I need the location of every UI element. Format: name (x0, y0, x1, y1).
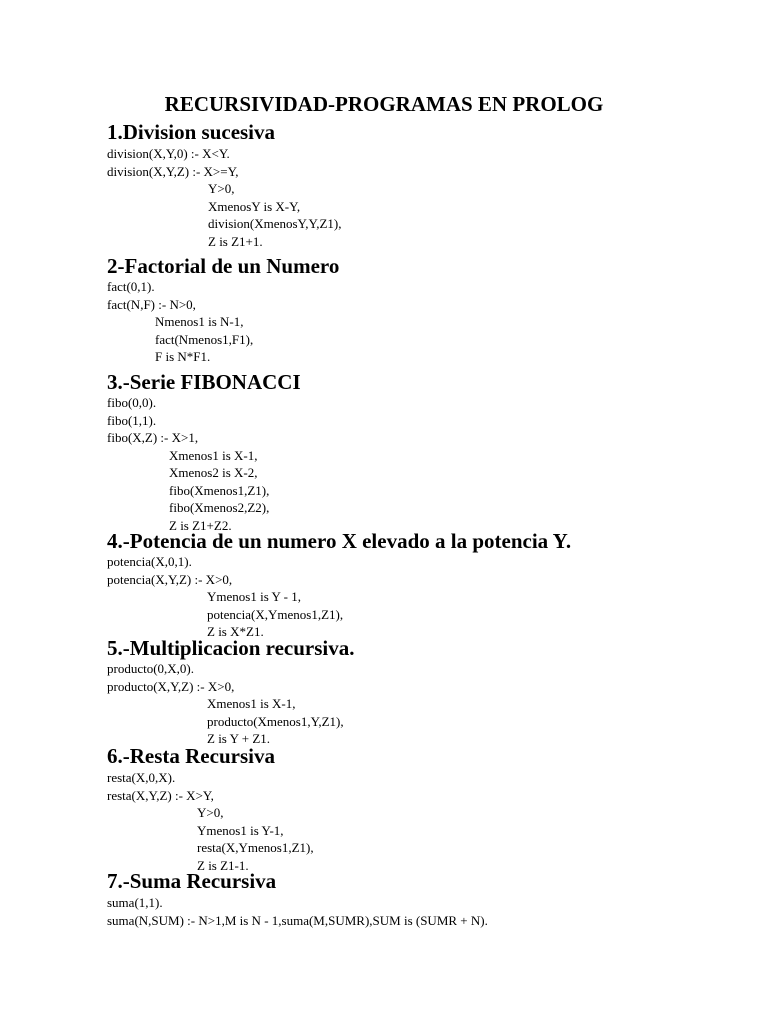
code-line: Z is Z1-1. (197, 857, 249, 873)
code-line: fact(N,F) :- N>0, (107, 296, 196, 312)
code-line: Ymenos1 is Y - 1, (207, 589, 302, 604)
section-5-heading: 5.-Multiplicacion recursiva. (107, 636, 355, 660)
code-line: Xmenos1 is X-1, (207, 696, 296, 711)
code-line: producto(X,Y,Z) :- X>0, (107, 678, 235, 694)
code-line: Z is Y + Z1. (207, 731, 271, 746)
code-line: Y>0, (208, 181, 235, 196)
code-line: division(XmenosY,Y,Z1), (208, 216, 342, 231)
code-line: producto(0,X,0). (107, 661, 195, 676)
code-line: Nmenos1 is N-1, (155, 314, 244, 329)
code-line: Xmenos1 is X-1, (169, 447, 258, 463)
code-line: Z is Z1+Z2. (169, 517, 232, 533)
code-line: fibo(1,1). (107, 412, 157, 428)
code-line: fact(0,1). (107, 279, 155, 294)
code-line: Z is X*Z1. (207, 624, 264, 639)
code-line: Y>0, (197, 805, 224, 820)
code-line: suma(1,1). (107, 895, 163, 910)
section-7-heading: 7.-Suma Recursiva (107, 869, 277, 893)
code-line: F is N*F1. (155, 349, 211, 364)
code-line: resta(X,Y,Z) :- X>Y, (107, 787, 214, 803)
code-line: Ymenos1 is Y-1, (197, 822, 284, 838)
code-line: division(X,Y,Z) :- X>=Y, (107, 163, 239, 179)
code-line: Z is Z1+1. (208, 233, 263, 249)
code-line: fibo(0,0). (107, 395, 157, 410)
code-line: fibo(Xmenos1,Z1), (169, 482, 270, 498)
code-line: fact(Nmenos1,F1), (155, 331, 254, 347)
code-line: potencia(X,0,1). (107, 554, 192, 569)
code-line: suma(N,SUM) :- N>1,M is N - 1,suma(M,SUMR),SUM is (SUMR + N). (107, 912, 488, 928)
section-6-heading: 6.-Resta Recursiva (107, 744, 275, 768)
code-line: potencia(X,Y,Z) :- X>0, (107, 571, 233, 587)
code-line: fibo(Xmenos2,Z2), (169, 500, 270, 515)
code-line: producto(Xmenos1,Y,Z1), (207, 713, 344, 729)
section-1-heading: 1.Division sucesiva (107, 120, 276, 144)
code-line: Xmenos2 is X-2, (169, 465, 258, 480)
code-line: resta(X,0,X). (107, 770, 176, 785)
code-line: division(X,Y,0) :- X<Y. (107, 146, 230, 161)
code-line: XmenosY is X-Y, (208, 198, 301, 214)
page-title: RECURSIVIDAD-PROGRAMAS EN PROLOG (164, 92, 604, 116)
section-3-heading: 3.-Serie FIBONACCI (107, 370, 301, 394)
code-line: potencia(X,Ymenos1,Z1), (207, 606, 344, 622)
section-4-heading: 4.-Potencia de un numero X elevado a la potencia Y. (107, 529, 572, 553)
section-2-heading: 2-Factorial de un Numero (107, 254, 340, 278)
code-line: resta(X,Ymenos1,Z1), (197, 840, 314, 855)
code-line: fibo(X,Z) :- X>1, (107, 430, 199, 445)
